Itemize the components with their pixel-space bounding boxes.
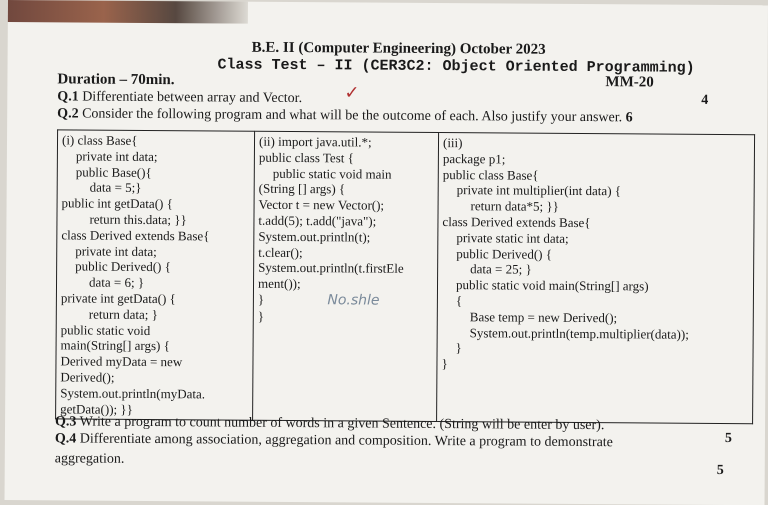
question-1: [57, 89, 302, 107]
desk-edge: [8, 0, 248, 24]
code-line: public Base(){: [75, 164, 152, 180]
code-line: t.add(5); t.add("java");: [258, 212, 377, 229]
code-line: (i) class Base{: [61, 132, 138, 148]
question-2-text: Consider the following program and what will be the outcome of each. Also justify your answer.: [82, 106, 623, 126]
question-4-marks: 5: [716, 462, 724, 479]
question-2: [57, 106, 633, 126]
code-line: return data*5; }}: [470, 198, 559, 215]
code-column-ii: [253, 131, 439, 422]
exam-subtitle: Class Test – II (CER3C2: Object Oriented Programming): [217, 56, 695, 77]
question-2-marks: 6: [625, 110, 633, 126]
code-line: package p1;: [442, 150, 506, 167]
code-line: (String [] args) {: [258, 181, 346, 197]
code-line: data = 6; }: [88, 274, 145, 291]
code-line: main(String[] args) {: [60, 337, 170, 354]
code-line: return this.data; }}: [89, 211, 187, 228]
code-line: public static void: [60, 321, 151, 338]
code-text: }: [257, 291, 265, 307]
code-line: Derived();: [60, 369, 115, 385]
code-column-i: [56, 130, 255, 421]
code-line: public Derived() {: [456, 245, 553, 262]
code-line: public class Base{: [442, 166, 539, 183]
code-line: private int multiplier(int data) {: [456, 182, 622, 199]
code-line: ment());: [257, 275, 301, 292]
code-line: data = 25; }: [470, 261, 532, 278]
code-line: public Derived() {: [75, 258, 171, 275]
code-line: {: [455, 293, 463, 309]
question-3-text: Write a program to count number of words in a given Sentence. (String will be enter by user).: [79, 414, 605, 434]
handwritten-tick: ✓: [344, 82, 360, 103]
max-marks: MM-20: [605, 74, 654, 91]
code-line: class Derived extends Base{: [61, 227, 210, 244]
question-1-text: Differentiate between array and Vector.: [82, 89, 303, 107]
code-line: (iii): [442, 135, 463, 151]
code-line: public static void main: [272, 165, 392, 182]
code-line: public class Test {: [258, 149, 354, 166]
code-line: [258, 292, 433, 310]
code-line: }: [455, 340, 462, 356]
question-1-label: Q.1: [57, 89, 79, 105]
code-line: System.out.println(t);: [258, 228, 371, 245]
code-line: }: [257, 308, 265, 324]
code-table: [55, 129, 755, 424]
question-1-marks: 4: [701, 92, 709, 108]
code-line: private int getData() {: [60, 290, 176, 307]
code-line: System.out.println(t.firstEle: [258, 260, 404, 277]
code-line: public static void main(String[] args): [455, 277, 649, 294]
code-line: Vector t = new Vector();: [258, 196, 385, 213]
duration: Duration – 70min.: [57, 71, 175, 89]
question-2-label: Q.2: [57, 106, 79, 122]
exam-paper: [5, 0, 768, 505]
code-line: Derived myData = new: [60, 353, 183, 370]
exam-title: B.E. II (Computer Engineering) October 2023: [251, 39, 546, 58]
code-line: getData()); }}: [60, 400, 133, 417]
code-line: (ii) import java.util.*;: [258, 133, 372, 150]
code-line: return data; }: [88, 306, 158, 322]
code-line: t.clear();: [258, 244, 303, 260]
code-line: class Derived extends Base{: [442, 214, 591, 231]
code-line: data = 5;}: [89, 179, 142, 196]
handwritten-note: No.shle: [327, 292, 380, 309]
question-3-label: Q.3: [55, 414, 77, 430]
code-line: Base temp = new Derived();: [469, 308, 618, 326]
code-line: private static int data;: [456, 229, 569, 246]
code-column-iii: [437, 133, 755, 425]
question-4-label: Q.4: [54, 431, 77, 447]
question-4: [55, 431, 613, 451]
question-4-text: Differentiate among association, aggregation and composition. Write a program to demonstrate: [79, 431, 613, 451]
code-line: System.out.println(temp.multiplier(data));: [469, 324, 689, 342]
code-line: }: [441, 356, 448, 372]
question-3-marks: 5: [724, 431, 733, 447]
code-line: private int data;: [75, 243, 157, 259]
code-line: public int getData() {: [61, 195, 173, 212]
code-line: private int data;: [75, 148, 158, 164]
question-4-text-cont: aggregation.: [54, 451, 125, 467]
code-line: System.out.println(myData.: [60, 385, 206, 402]
